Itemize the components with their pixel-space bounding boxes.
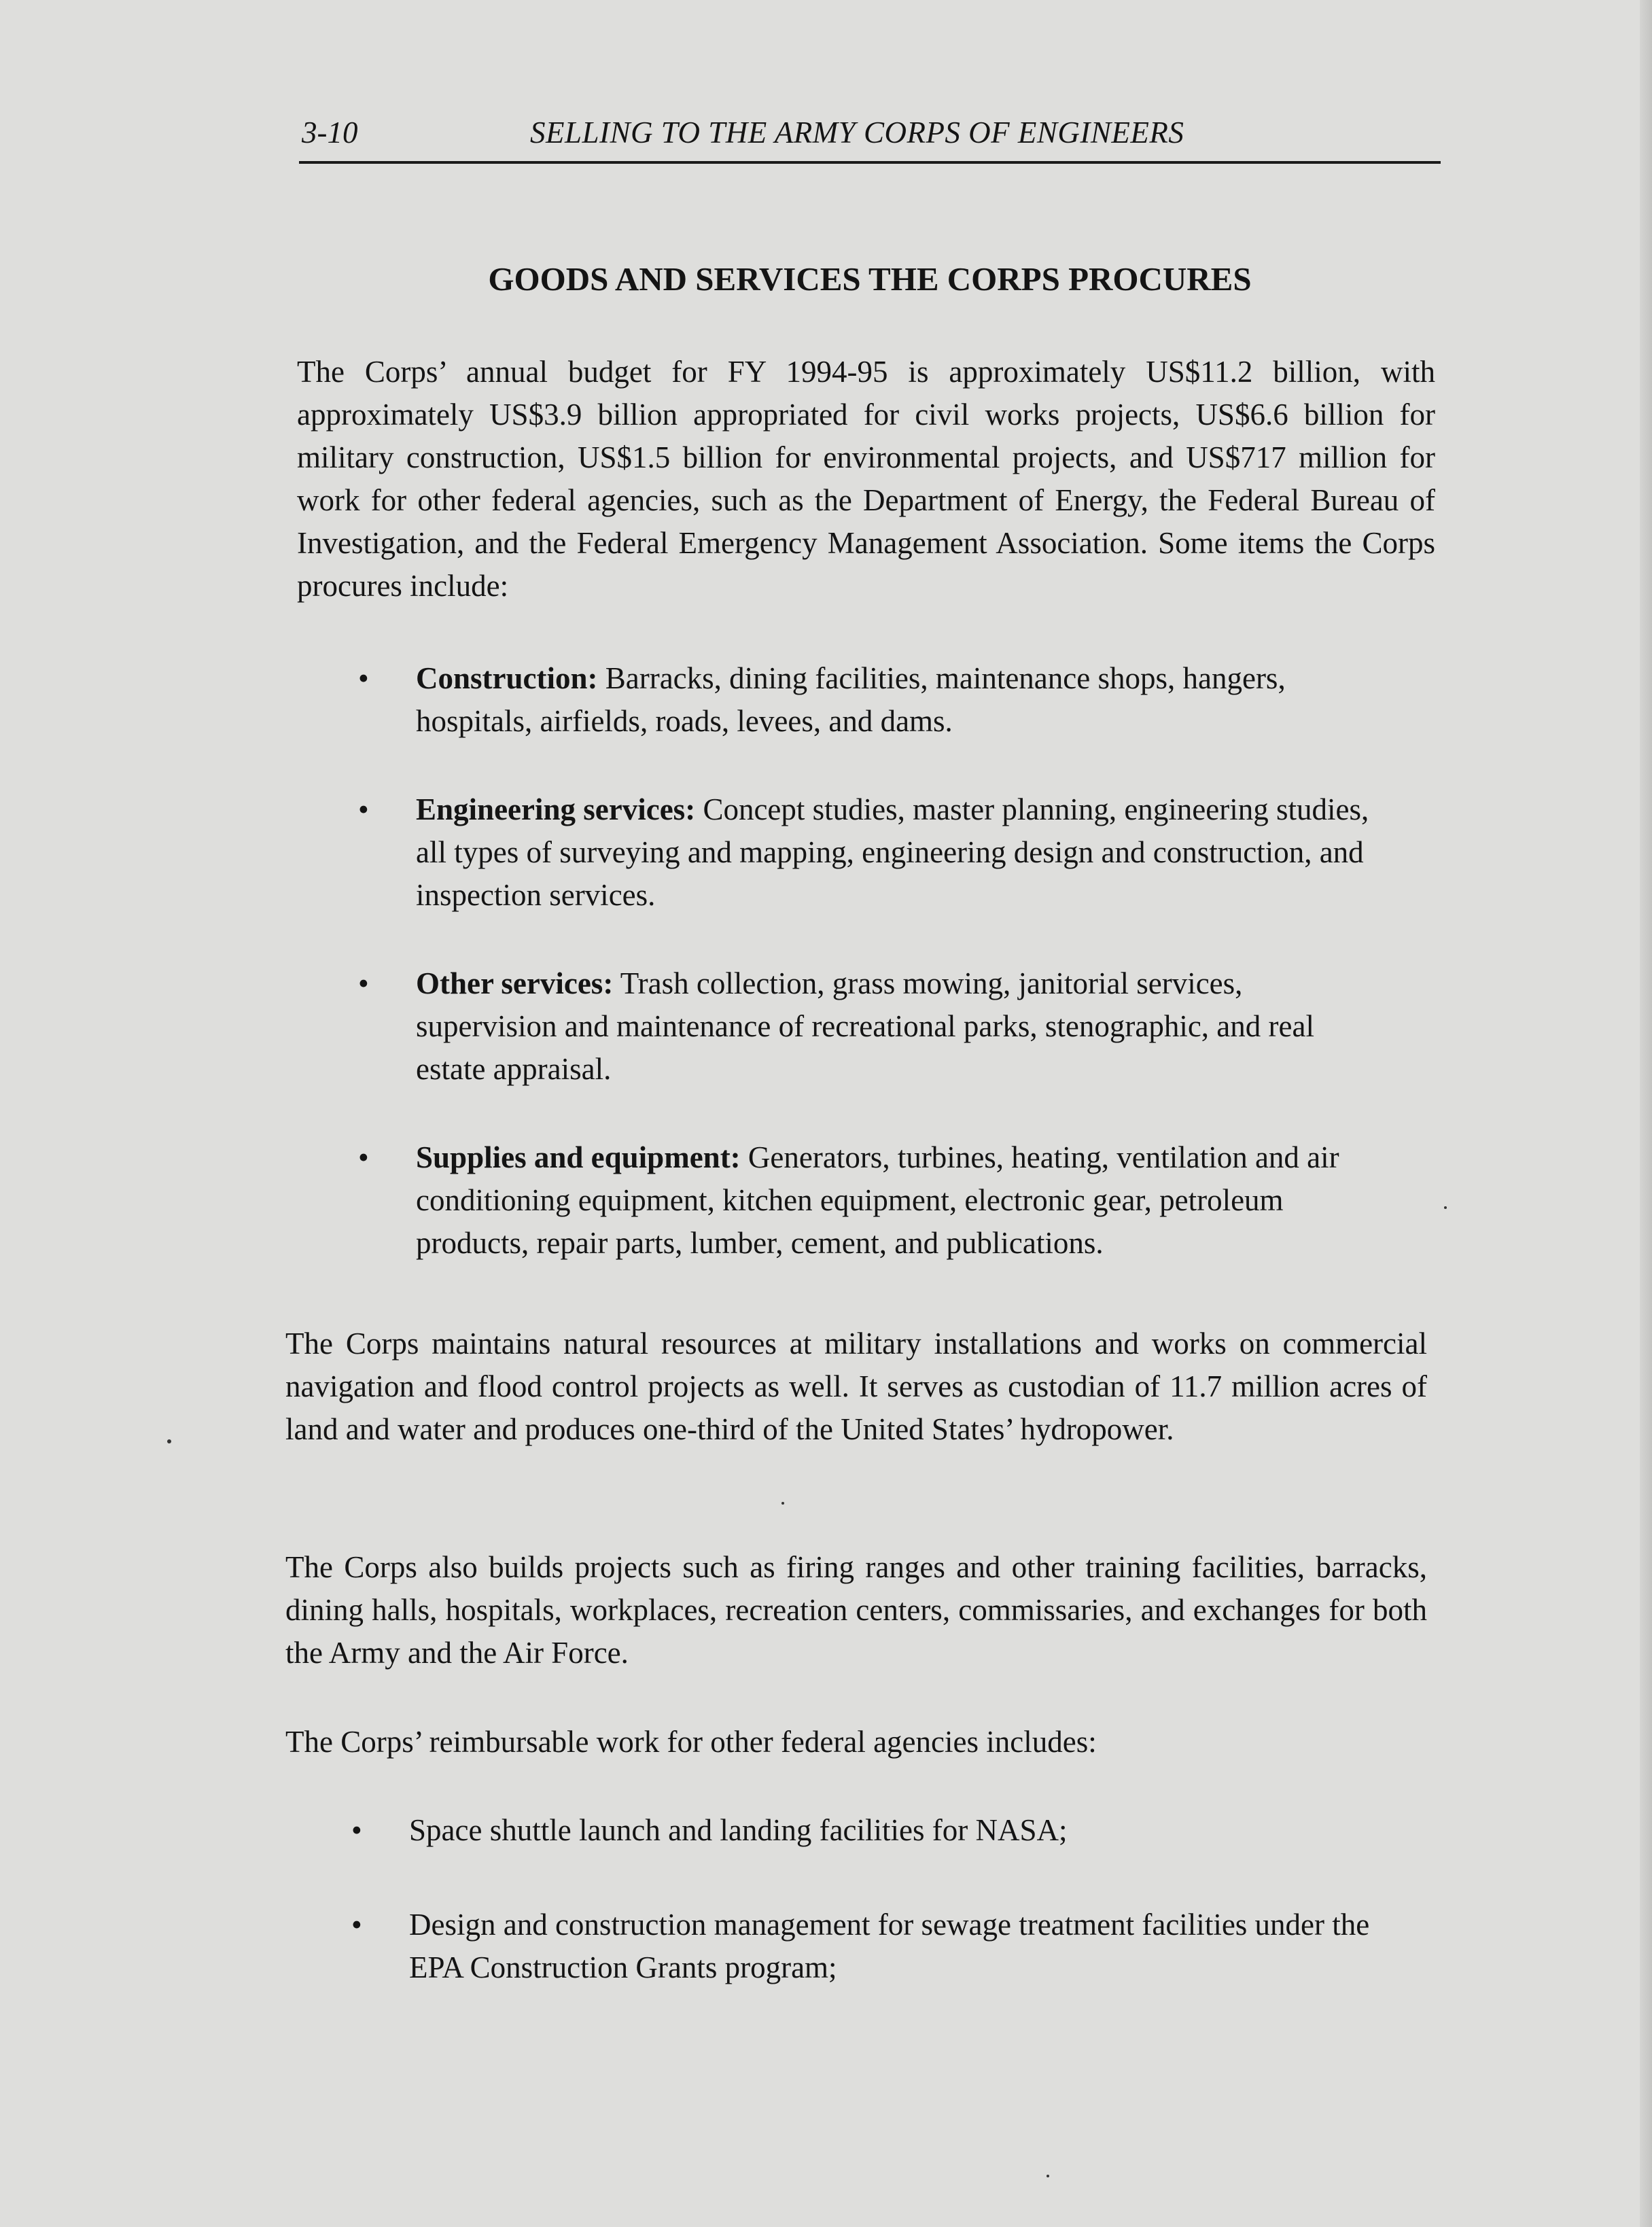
intro-paragraph: The Corps’ annual budget for FY 1994-95 is approximately US$11.2 billion, with approximately US$3.9 billion appropriated for civil works projects, US$6.6 billion for military construction, US$1.5 billion for environmental projects, and US$717 million for work for other federal agencies, such as the Department of Energy, the Federal Bureau of Investigation, and the Federal Emergency Management Association. Some items the Corps procures include:	[297, 355, 1435, 603]
list-item-text: Design and construction management for sewage treatment facilities under the EPA Construction Grants program;	[409, 1908, 1370, 1984]
list-item	[358, 788, 1381, 917]
bullet-icon: •	[358, 966, 369, 1000]
list-item	[358, 962, 1381, 1091]
procured-items-list	[358, 657, 1381, 1265]
running-title: SELLING TO THE ARMY CORPS OF ENGINEERS	[530, 116, 1184, 150]
bullet-icon: •	[358, 661, 369, 695]
bullet-icon: •	[358, 792, 369, 826]
page-edge	[1640, 0, 1652, 2227]
list-item-label: Engineering services:	[416, 792, 696, 826]
running-header	[299, 112, 1441, 164]
list-item-text: Space shuttle launch and landing facilities for NASA;	[409, 1813, 1068, 1847]
bullet-icon: •	[351, 1908, 362, 1942]
reimbursable-items-list	[351, 1809, 1428, 1989]
list-item-text: Barracks, dining facilities, maintenance shops, hangers, hospitals, airfields, roads, levees, and dams.	[416, 661, 1286, 738]
builds-paragraph: The Corps also builds projects such as firing ranges and other training facilities, barracks, dining halls, hospitals, workplaces, recreation centers, commissaries, and exchanges for both the Army and the Air Force.	[285, 1550, 1427, 1670]
list-item	[358, 1136, 1381, 1265]
list-item	[351, 1904, 1428, 1989]
bullet-icon: •	[351, 1813, 362, 1847]
scan-speck	[1444, 1206, 1447, 1209]
list-item-label: Construction:	[416, 661, 598, 695]
scan-speck	[167, 1439, 171, 1443]
section-heading: GOODS AND SERVICES THE CORPS PROCURES	[488, 260, 1252, 298]
list-item-label: Supplies and equipment:	[416, 1140, 741, 1174]
resources-paragraph: The Corps maintains natural resources at military installations and works on commercial navigation and flood control projects as well. It serves as custodian of 11.7 million acres of land and water and produces one-third of the United States’ hydropower.	[285, 1327, 1427, 1446]
list-item	[358, 657, 1381, 743]
scan-speck	[1047, 2175, 1049, 2177]
list-item-text: Trash collection, grass mowing, janitorial services, supervision and maintenance of recreational parks, stenographic, and real estate appraisal.	[416, 966, 1314, 1086]
list-item-text: Generators, turbines, heating, ventilation and air conditioning equipment, kitchen equipment, electronic gear, petroleum products, repair parts, lumber, cement, and publications.	[416, 1140, 1339, 1260]
list-item-text: Concept studies, master planning, engineering studies, all types of surveying and mapping, engineering design and construction, and inspection services.	[416, 792, 1369, 912]
page-number: 3-10	[302, 116, 358, 150]
reimbursable-intro: The Corps’ reimbursable work for other federal agencies includes:	[285, 1725, 1097, 1759]
bullet-icon: •	[358, 1140, 369, 1174]
list-item	[351, 1809, 1428, 1852]
list-item-label: Other services:	[416, 966, 614, 1000]
scan-speck	[781, 1502, 784, 1505]
